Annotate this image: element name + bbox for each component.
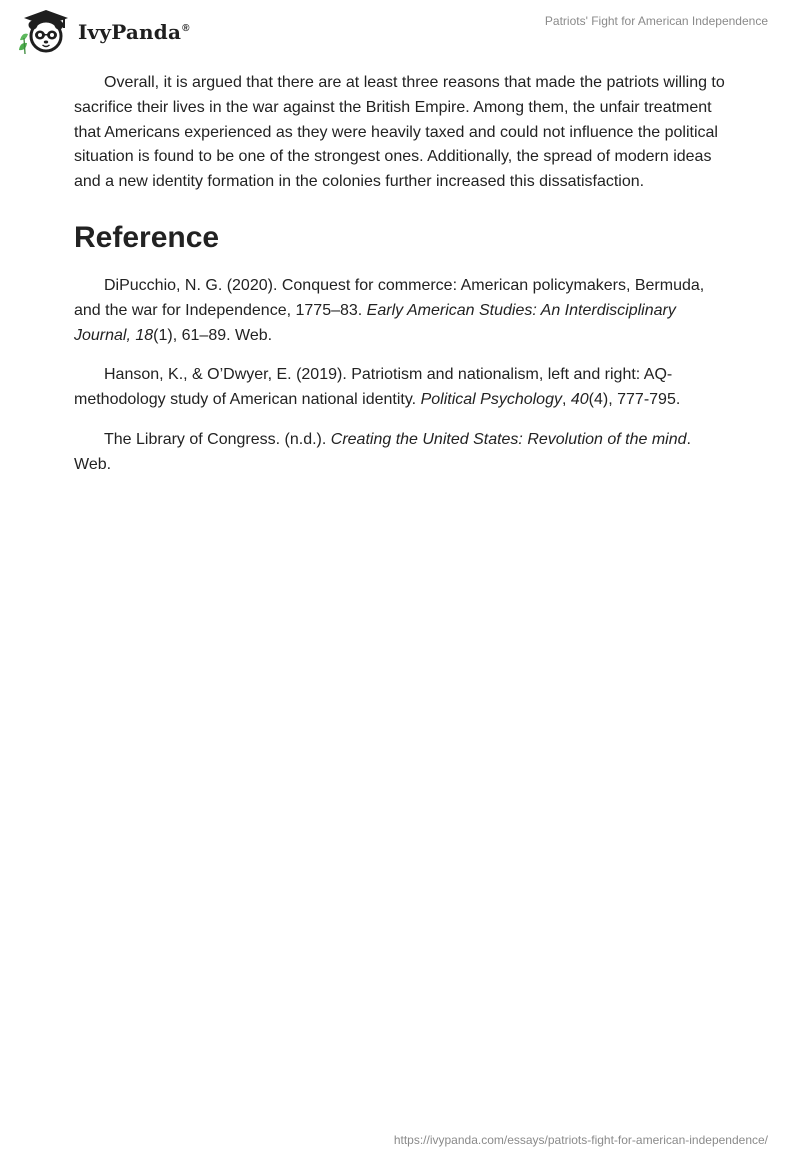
panda-graduate-icon [16,8,74,56]
registered-mark: ® [182,23,190,35]
reference-heading: Reference [74,220,220,254]
reference-list [74,274,726,478]
brand-name: IvyPanda® [78,20,190,44]
reference-item: The Library of Congress. (n.d.). Creating the United States: Revolution of the mind. Web. [74,430,691,473]
source-url[interactable]: https://ivypanda.com/essays/patriots-fight-for-american-independence/ [393,1133,768,1147]
document-title: Patriots' Fight for American Independence [544,14,768,28]
conclusion-paragraph: Overall, it is argued that there are at least three reasons that made the patriots willing to sacrifice their lives in the war against the British Empire. Among them, the unfair treatment that Americans experienced as they were heavily taxed and could not influence the political situation is found to be one of the strongest ones. Additionally, the spread of modern ideas and a new identity formation in the colonies further increased this dissatisfaction. [74,74,725,191]
reference-item: DiPucchio, N. G. (2020). Conquest for commerce: American policymakers, Bermuda, and the war for Independence, 1775–83. Early American Studies: An Interdisciplinary Journal, 18(1), 61–89. Web. [74,276,705,344]
essay-content [74,71,726,493]
reference-item: Hanson, K., & O’Dwyer, E. (2019). Patriotism and nationalism, left and right: AQ-methodology study of American national identity. Political Psychology, 40(4), 777-795. [74,366,681,409]
brand-logo[interactable] [16,8,190,56]
